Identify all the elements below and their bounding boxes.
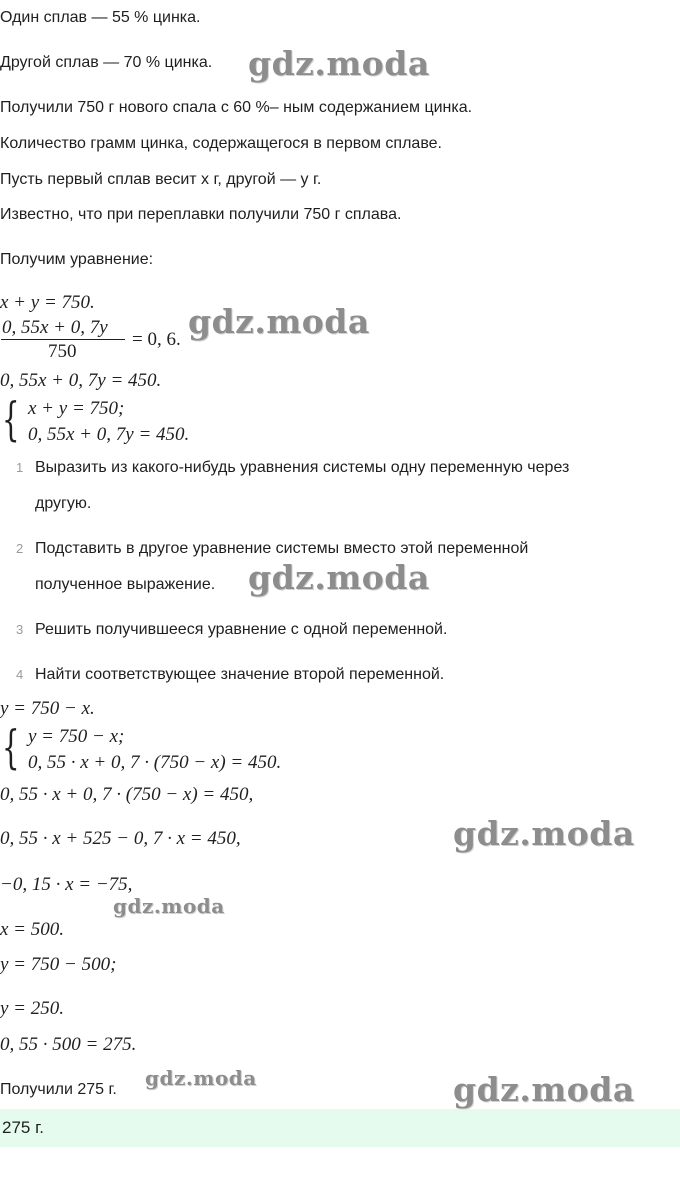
system-1-line-1: x + y = 750; — [28, 398, 125, 419]
equation-expanded: 0, 55 · x + 525 − 0, 7 · x = 450, — [0, 828, 241, 849]
system-2-line-1: y = 750 − x; — [28, 726, 125, 747]
list-text: Найти соответствующее значение второй переменной. — [35, 666, 445, 683]
system-2 — [0, 720, 360, 778]
list-text: другую. — [35, 495, 92, 512]
brace-icon: { — [2, 720, 20, 774]
equation-zinc-mass: 0, 55 · 500 = 275. — [0, 1034, 137, 1055]
result-line: Получили 275 г. — [0, 1081, 117, 1098]
text-line-7: Получим уравнение: — [0, 251, 154, 268]
fraction-numerator: 0, 55x + 0, 7y — [2, 317, 108, 338]
equation-substituted: 0, 55 · x + 0, 7 · (750 − x) = 450, — [0, 784, 254, 805]
fraction-bar — [1, 339, 125, 340]
text-line-2: Другой сплав — 70 % цинка. — [0, 54, 213, 71]
watermark: gdz.moda — [248, 558, 430, 597]
fraction-denominator: 750 — [48, 341, 77, 362]
watermark: gdz.moda — [188, 302, 370, 341]
equation-sum: x + y = 750. — [0, 292, 95, 313]
watermark: gdz.moda — [453, 1070, 635, 1109]
watermark: gdz.moda — [145, 1066, 257, 1090]
text-line-6: Известно, что при переплавки получили 750 г сплава. — [0, 206, 402, 223]
watermark: gdz.moda — [453, 814, 635, 853]
watermark: gdz.moda — [113, 894, 225, 918]
list-number: 2 — [16, 541, 24, 556]
list-number: 4 — [16, 667, 24, 682]
equation-y-substituted: y = 750 − 500; — [0, 954, 117, 975]
equation-y-expressed: y = 750 − x. — [0, 698, 95, 719]
fraction-rhs: = 0, 6. — [132, 329, 181, 350]
text-line-3: Получили 750 г нового спала с 60 %– ным содержанием цинка. — [0, 99, 473, 116]
system-1-line-2: 0, 55x + 0, 7y = 450. — [28, 424, 190, 445]
watermark: gdz.moda — [248, 44, 430, 83]
text-line-5: Пусть первый сплав весит x г, другой — y г. — [0, 171, 322, 188]
list-text: Подставить в другое уравнение системы вместо этой переменной — [35, 540, 529, 557]
list-number: 3 — [16, 622, 24, 637]
text-line-1: Один сплав — 55 % цинка. — [0, 9, 201, 26]
brace-icon: { — [2, 392, 20, 446]
list-text: Выразить из какого-нибудь уравнения системы одну переменную через — [35, 459, 570, 476]
system-2-line-2: 0, 55 · x + 0, 7 · (750 − x) = 450. — [28, 752, 282, 773]
list-number: 1 — [16, 460, 24, 475]
system-1 — [0, 392, 300, 450]
equation-x-value: x = 500. — [0, 919, 65, 940]
list-text: Решить получившееся уравнение с одной переменной. — [35, 621, 448, 638]
equation-simplified: −0, 15 · x = −75, — [0, 874, 133, 895]
answer-block — [0, 1109, 680, 1147]
answer-text: 275 г. — [2, 1118, 44, 1137]
equation-zinc: 0, 55x + 0, 7y = 450. — [0, 370, 162, 391]
text-line-4: Количество грамм цинка, содержащегося в первом сплаве. — [0, 135, 442, 152]
list-text: полученное выражение. — [35, 576, 216, 593]
equation-y-value: y = 250. — [0, 998, 65, 1019]
